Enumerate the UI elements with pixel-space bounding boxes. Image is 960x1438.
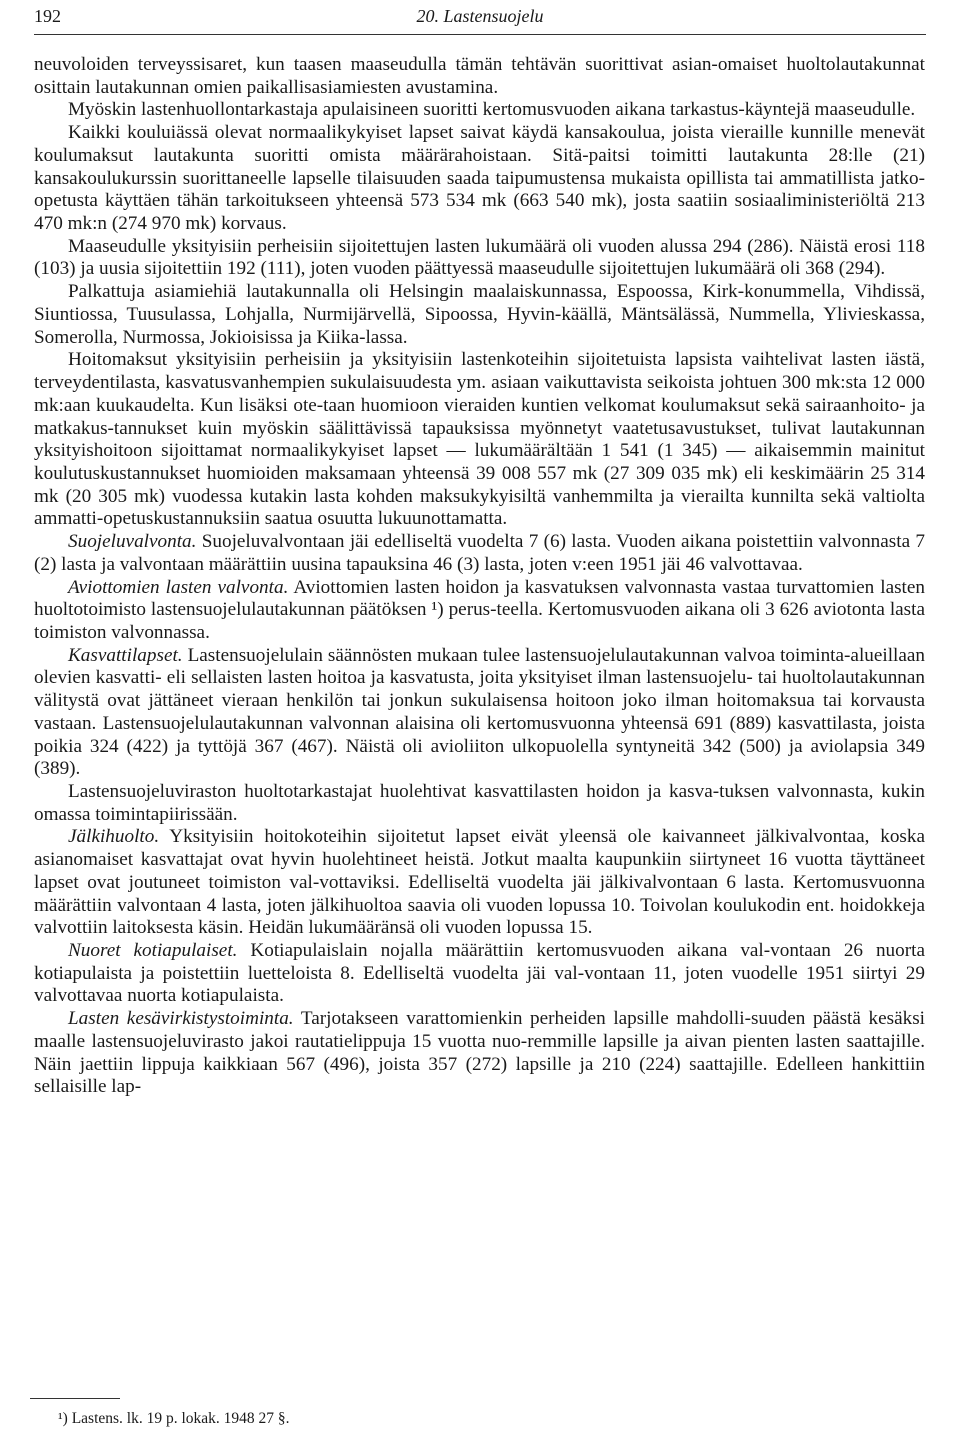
footnote-text: Lastens. lk. 19 p. lokak. 1948 27 §. — [71, 1410, 290, 1427]
section-lead: Aviottomien lasten valvonta. — [68, 576, 289, 598]
paragraph-text: Tarjotakseen varattomienkin perheiden lapsille mahdolli-suuden päästä kesäksi maalle lastensuojeluvirasto jakoi rautatielippuja 15 vuotta nuo-remmille lapsille ja aivan pienten lasten saattajille. Näin jaettiin lippuja kaikkiaan 567 (496), joista 357 (272) lapsille ja 210 (224) saattajille. Edelleen hankittiin sellaisille lap- — [34, 1008, 926, 1098]
section-lead: Kasvattilapset. — [68, 644, 183, 666]
paragraph — [34, 54, 925, 99]
running-title: 20. Lastensuojelu — [416, 6, 544, 26]
paragraph — [34, 577, 925, 645]
page-number: 192 — [34, 6, 61, 26]
paragraph-text: Aviottomien lasten hoidon ja kasvatuksen valvonnasta vastaa turvattomien lasten huoltotoimisto lastensuojelulautakunnan päätöksen ¹) perus-teella. Kertomusvuoden aikana oli 3 626 aviotonta lasta toimiston valvonnassa. — [34, 576, 925, 643]
paragraph-text: neuvoloiden terveyssisaret, kun taasen maaseudulla tämän tehtävän suorittivat asian-omaiset huoltolautakunnat osittain lautakunnan omien paikallisasiamiesten avustamina. — [34, 54, 925, 98]
paragraph-text: Hoitomaksut yksityisiin perheisiin ja yksityisiin lastenkoteihin sijoitetuista lapsista vaihtelivat lasten iästä, terveydentilasta, kasvatusvanhempien sukulaisuudesta ym. asiaan vaikuttavista seikoista johtuen 300 mk:sta 12 000 mk:aan kuukaudelta. Kun lisäksi ote-taan huomioon vieraiden kuntien velkomat koulumaksut sekä sairaanhoito- ja matkakus-tannukset kuin myöskin säälittävissä tapauksissa myönnetyt vaatetusavustukset, tulivat lautakunnan yksityishoitoon sijoittamat normaalikykyiset lapset — lukumäärältään 1 541 (1 345) — aikaisemmin mainitut koulutuskustannukset huomioiden maksamaan yhteensä 39 008 557 mk (27 309 035 mk) eli keskimäärin 25 314 mk (20 305 mk) vuodessa kutakin lasta kohden maksukykyisiltä vanhemmilta ja vierailta kunnilta sekä valtiolta ammatti-opetuskustannuksiin saatua osuutta lukuunottamatta. — [34, 349, 925, 530]
paragraph-text: Yksityisiin hoitokoteihin sijoitetut lapset eivät yleensä ole kaivanneet jälkivalvontaa, koska asianomaiset kasvattajat ovat hyvin huolehtineet heistä. Jotkut maalta kaupunkiin siirtyneet 16 vuotta täyttäneet lapset ovat joutuneet toimiston val-vottaviksi. Edelliseltä vuodelta jäi jälkivalvontaan 6 lasta. Kertomusvuonna määrättiin valvontaan 4 lasta, joten jälkihuoltoa saavia oli vuoden lopussa 10. Toivolan koulukodin ent. hoidokkeja valvottiin laitoksesta käsin. Heidän lukumääränsä oli vuoden lopussa 15. — [34, 826, 925, 939]
section-lead: Suojeluvalvonta. — [68, 531, 197, 553]
paragraph — [34, 781, 925, 826]
footnote — [58, 1410, 290, 1428]
paragraph — [34, 99, 925, 122]
page-header — [34, 0, 926, 35]
paragraph — [34, 349, 925, 531]
paragraph — [34, 122, 925, 236]
paragraph-text: Lastensuojelulain säännösten mukaan tulee lastensuojelulautakunnan valvoa toiminta-alueillaan olevien kasvatti- eli sellaisten lasten hoitoa ja kasvatusta, joita yksityiset ilman lastensuojelu- tai huoltolautakunnan välitystä ovat jättäneet vieraan henkilön tai jonkun sukulaisensa hoitoon joko ilman hoitomaksua tai korvausta vastaan. Lastensuojelulautakunnan valvonnan alaisina oli kertomusvuonna yhteensä 691 (889) kasvattilasta, joista poikia 324 (422) ja tyttöjä 367 (467). Näistä oli avioliiton ulkopuolella syntyneitä 342 (500) ja aviolapsia 349 (389). — [34, 644, 925, 780]
paragraph — [34, 531, 925, 576]
paragraph — [34, 826, 925, 940]
paragraph-text: Maaseudulle yksityisiin perheisiin sijoitettujen lasten lukumäärä oli vuoden alussa 294 (286). Näistä erosi 118 (103) ja uusia sijoitettiin 192 (111), joten vuoden päättyessä maaseudulle sijoitettujen lukumäärä oli 368 (294). — [34, 235, 925, 280]
paragraph — [34, 236, 925, 281]
paragraph — [34, 281, 925, 349]
paragraph-text: Myöskin lastenhuollontarkastaja apulaisineen suoritti kertomusvuoden aikana tarkastus-käyntejä maaseudulle. — [68, 99, 916, 121]
paragraph — [34, 645, 925, 781]
section-lead: Jälkihuolto. — [68, 826, 160, 848]
paragraph-text: Kotiapulaislain nojalla määrättiin kertomusvuoden aikana val-vontaan 26 nuorta kotiapulaista ja poistettiin luetteloista 8. Edelliseltä vuodelta jäi val-vontaan 11, joten vuodelle 1951 siirtyi 29 valvottavaa nuorta kotiapulaista. — [34, 940, 925, 1007]
body-text — [34, 54, 925, 1099]
paragraph-text: Suojeluvalvontaan jäi edelliseltä vuodelta 7 (6) lasta. Vuoden aikana poistettiin valvonnasta 7 (2) lasta ja valvontaan määrättiin uusina tapauksina 46 (3) lasta, joten v:een 1951 jäi 46 valvottavaa. — [34, 531, 925, 575]
section-lead: Lasten kesävirkistystoiminta. — [68, 1008, 294, 1030]
section-lead: Nuoret kotiapulaiset. — [68, 940, 238, 962]
paragraph — [34, 940, 925, 1008]
paragraph-text: Kaikki kouluiässä olevat normaalikykyiset lapset saivat käydä kansakoulua, joista vieraille kunnille menevät koulumaksut lautakunta suoritti omista määrärahoistaan. Sitä-paitsi toimitti lautakunta 28:lle (21) kansakoulukurssin suorittaneelle lapselle tilaisuuden saada taipumustensa mukaista opillista tai ammatillista jatko-opetusta käyttäen tähän tarkoitukseen yhteensä 573 534 mk (663 540 mk), josta saatiin sosiaaliministeriöltä 213 470 mk:n (274 970 mk) korvaus. — [34, 122, 925, 235]
footnote-divider — [30, 1398, 120, 1399]
paragraph-text: Palkattuja asiamiehiä lautakunnalla oli Helsingin maalaiskunnassa, Espoossa, Kirk-konummella, Vihdissä, Siuntiossa, Tuusulassa, Lohjalla, Nurmijärvellä, Sipoossa, Hyvin-käällä, Mäntsälässä, Nummella, Ylivieskassa, Somerolla, Nurmossa, Jokioisissa ja Kiika-lassa. — [34, 281, 925, 348]
paragraph — [34, 1008, 925, 1099]
footnote-marker: ¹) — [58, 1410, 68, 1427]
paragraph-text: Lastensuojeluviraston huoltotarkastajat huolehtivat kasvattilasten hoidon ja kasva-tuksen valvonnasta, kukin omassa toimintapiirissään. — [34, 781, 925, 825]
